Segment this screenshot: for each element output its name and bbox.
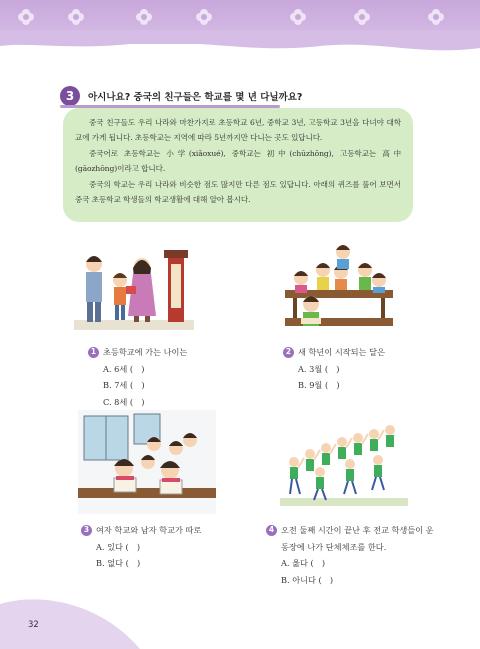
flower-icon	[136, 9, 152, 25]
quiz-option[interactable]: A. 옳다 ( )	[281, 558, 326, 568]
question-number: 3	[60, 86, 80, 106]
quiz-question: 새 학년이 시작되는 달은	[298, 347, 385, 357]
intro-box	[63, 108, 413, 222]
illustration-classroom	[283, 240, 395, 340]
footer-wave	[0, 592, 140, 649]
flower-icon	[354, 9, 370, 25]
quiz-option[interactable]: A. 3월 ( )	[298, 363, 340, 374]
question-heading	[60, 86, 302, 106]
illustration-group-exercise	[280, 420, 408, 510]
quiz-number: 1	[88, 347, 99, 358]
quiz-question: 여자 학교와 남자 학교가 따로	[96, 525, 202, 535]
quiz-option[interactable]: B. 없다 ( )	[96, 558, 141, 568]
banner-wave	[0, 30, 480, 70]
intro-paragraph: 중국 친구들도 우리 나라와 마찬가지로 초등학교 6년, 중학교 3년, 고등학교 3년을 다녀야 대학교에 가게 됩니다. 초등학교는 지역에 따라 5년까지만 다니는 곳도 있답니다.	[75, 118, 401, 143]
quiz-number: 3	[81, 525, 92, 536]
quiz-option[interactable]: B. 7세 ( )	[103, 380, 145, 390]
quiz-option[interactable]: B. 아니다 ( )	[281, 574, 334, 585]
page-number: 32	[28, 620, 39, 630]
quiz-1	[88, 344, 258, 410]
quiz-3	[81, 522, 251, 572]
quiz-4	[266, 522, 434, 588]
quiz-option[interactable]: A. 있다 ( )	[96, 541, 141, 552]
quiz-number: 2	[283, 347, 294, 358]
question-title: 아시나요? 중국의 친구들은 학교를 몇 년 다닐까요?	[88, 92, 303, 103]
illustration-girls-reading	[78, 410, 216, 514]
quiz-option[interactable]: C. 8세 ( )	[103, 396, 145, 407]
flower-icon	[428, 9, 444, 25]
intro-paragraph: 중국어로 초등학교는 小学(xiǎoxué), 중학교는 初中(chūzhōng), 고등학교는 高中(gāozhōng)이라고 합니다.	[75, 148, 401, 174]
flower-icon	[196, 9, 212, 25]
intro-paragraph: 중국의 학교는 우리 나라와 비슷한 점도 많지만 다른 점도 있답니다. 아래의 퀴즈를 풀어 보면서 중국 초등학교 학생들의 학교생활에 대해 알아 봅시다.	[75, 179, 401, 205]
quiz-option[interactable]: A. 6세 ( )	[103, 363, 145, 374]
flower-icon	[18, 9, 34, 25]
quiz-option[interactable]: B. 9월 ( )	[298, 380, 340, 390]
flower-icon	[290, 9, 306, 25]
quiz-2	[283, 344, 433, 394]
quiz-number: 4	[266, 525, 277, 536]
flower-icon	[68, 9, 84, 25]
quiz-question: 오전 둘째 시간이 끝난 후 전교 학생들이 운동장에 나가 단체체조를 한다.	[281, 525, 434, 552]
quiz-question: 초등학교에 가는 나이는	[103, 347, 188, 357]
illustration-school-gate	[70, 242, 200, 334]
